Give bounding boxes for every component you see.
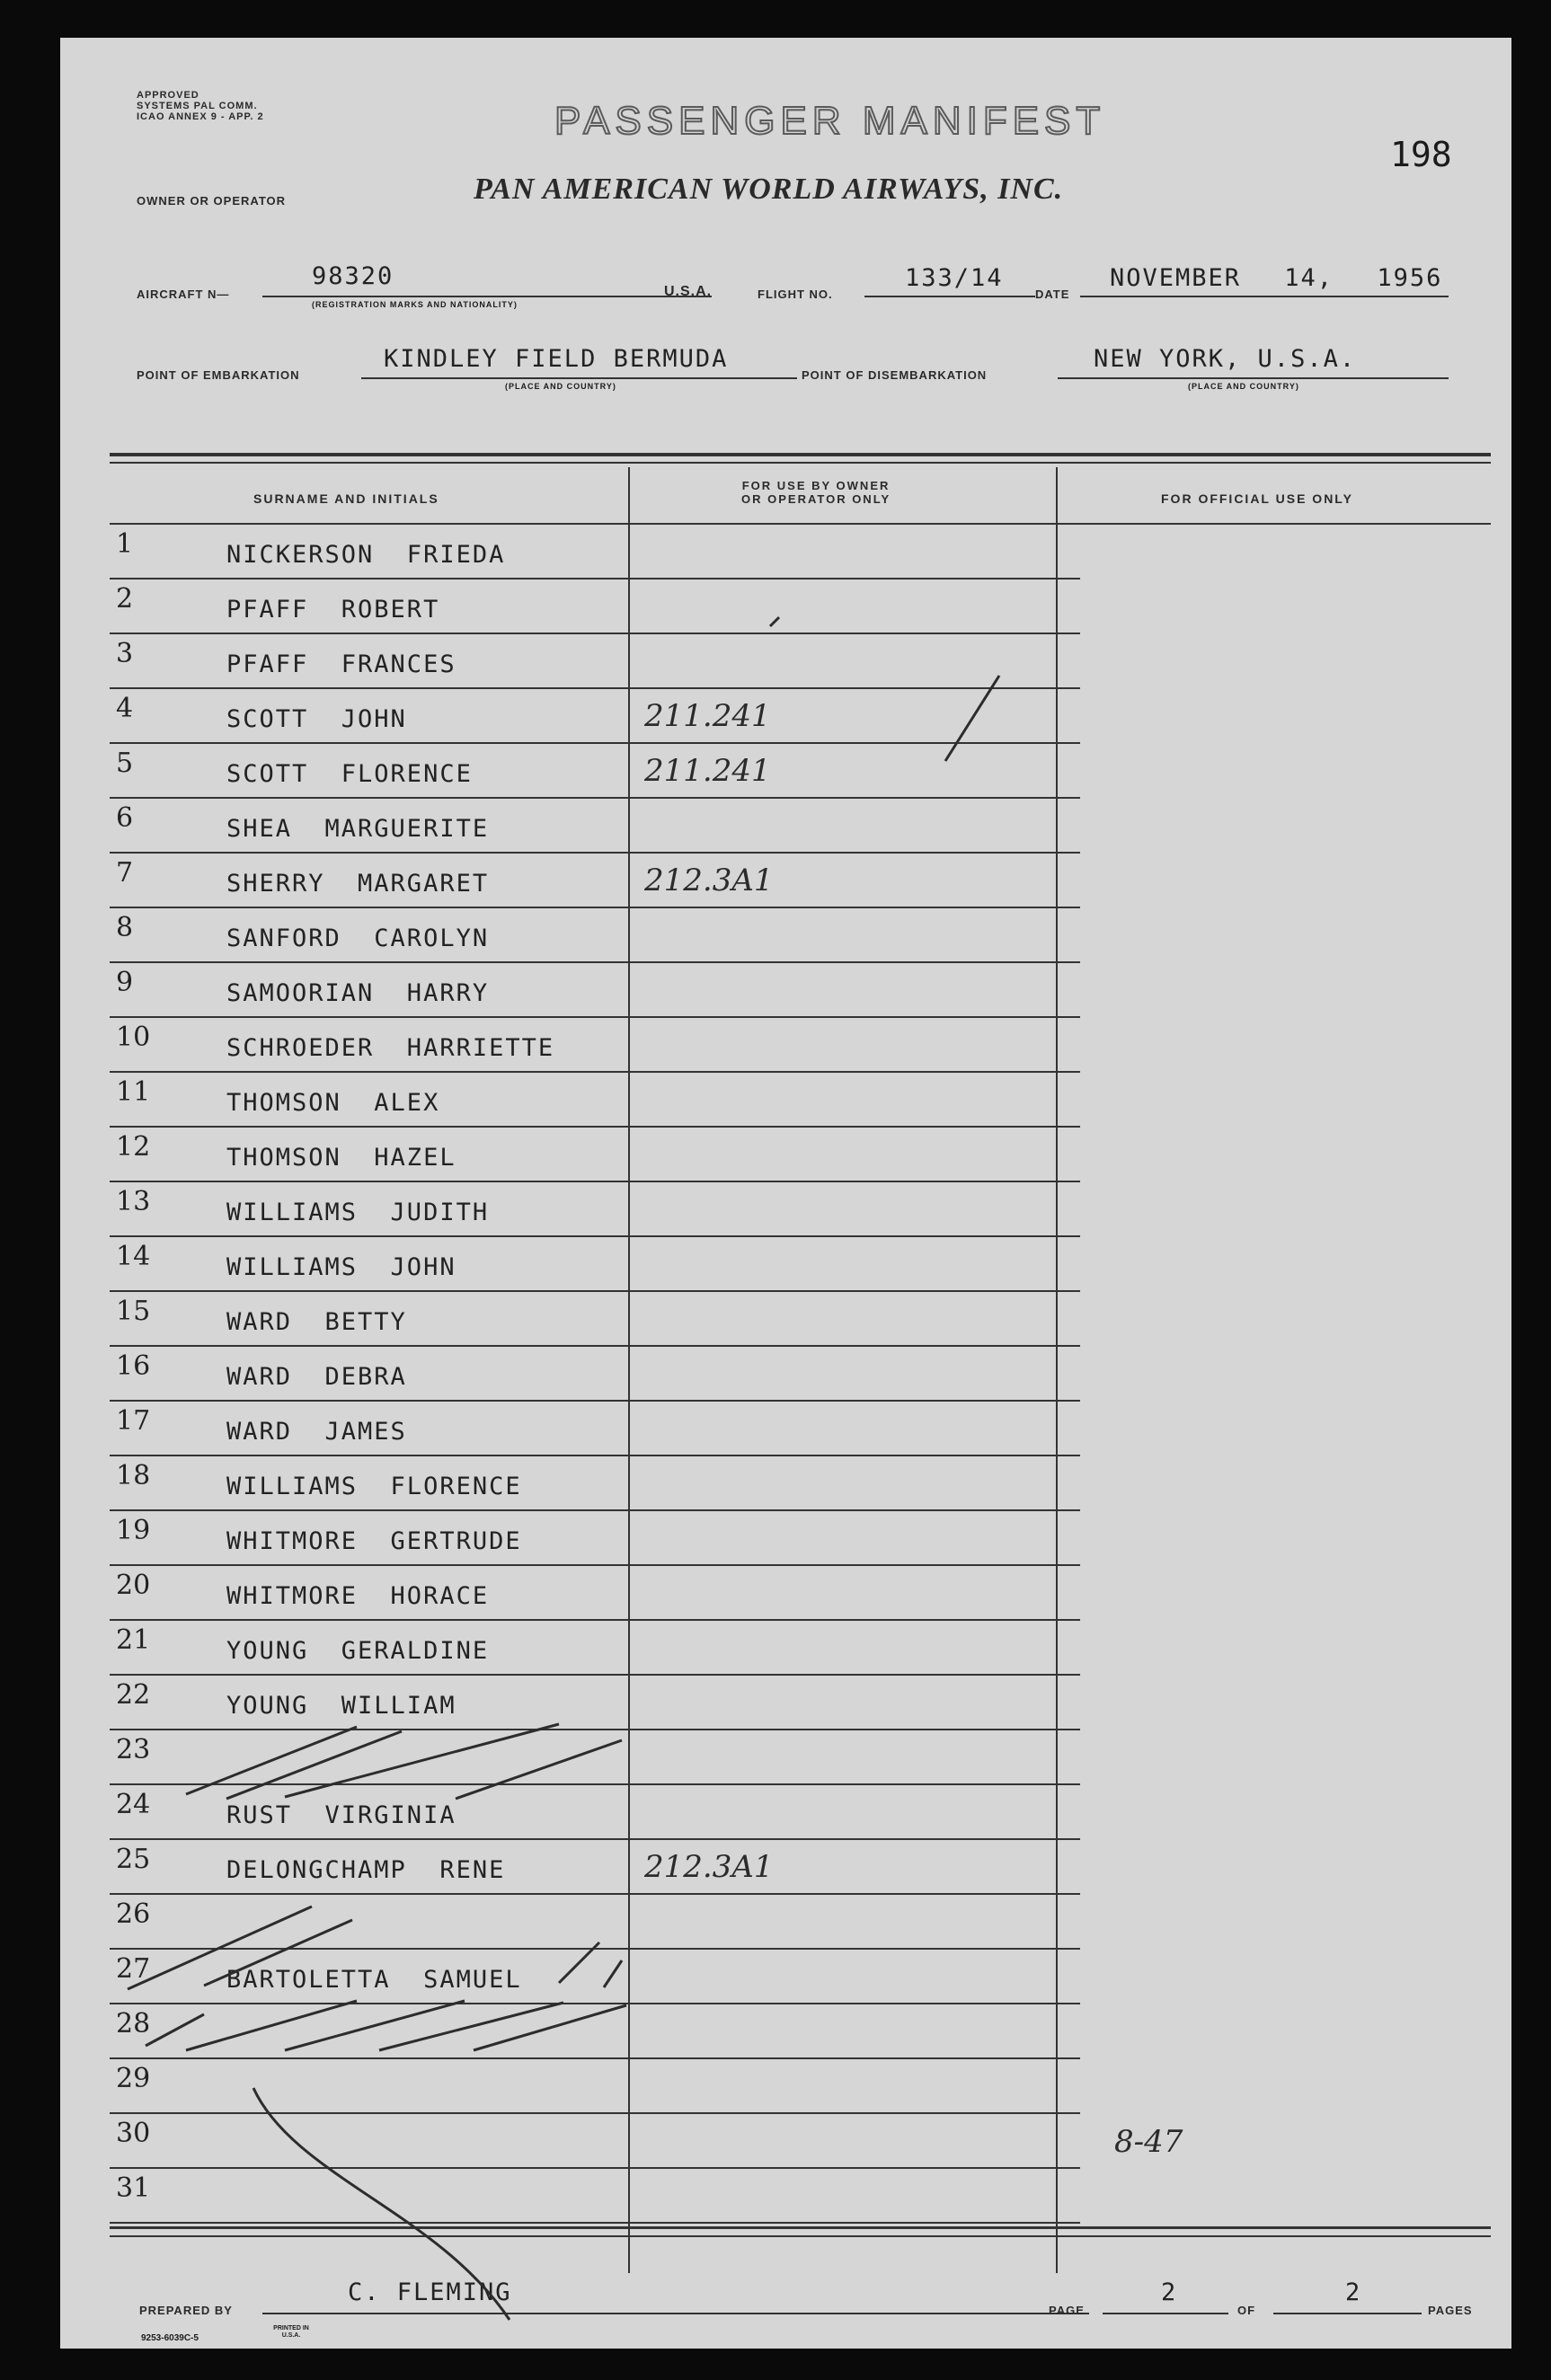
passenger-name: BARTOLETTA SAMUEL [226, 1966, 522, 1994]
row-number: 5 [116, 748, 134, 779]
of-value: 2 [1345, 2278, 1362, 2306]
embark-label: POINT OF EMBARKATION [137, 368, 300, 382]
usa-label: U.S.A. [664, 284, 713, 299]
hand-strokes [60, 38, 1511, 2349]
row-number: 10 [116, 1022, 151, 1053]
manifest-sheet [60, 38, 1511, 2349]
approval-line: SYSTEMS PAL COMM. [137, 101, 258, 111]
official-note: 8-47 [1114, 2124, 1183, 2160]
passenger-name: RUST VIRGINIA [226, 1801, 456, 1829]
passenger-name: WARD BETTY [226, 1308, 407, 1336]
passenger-name: DELONGCHAMP RENE [226, 1856, 506, 1884]
row-number: 3 [116, 638, 134, 669]
row-number: 21 [116, 1624, 151, 1656]
row-number: 7 [116, 857, 134, 889]
passenger-name: WILLIAMS JUDITH [226, 1199, 490, 1226]
passenger-name: PFAFF ROBERT [226, 596, 440, 624]
row-number: 2 [116, 583, 134, 615]
of-label: OF [1237, 2304, 1256, 2317]
passenger-name: WARD JAMES [226, 1418, 407, 1446]
row-number: 26 [116, 1898, 151, 1930]
row-number: 15 [116, 1296, 151, 1327]
row-number: 29 [116, 2063, 151, 2094]
owner-note: 212.3A1 [644, 863, 774, 898]
pages-label: PAGES [1428, 2304, 1473, 2317]
registration-sub: (REGISTRATION MARKS AND NATIONALITY) [312, 300, 518, 309]
row-number: 12 [116, 1131, 151, 1163]
passenger-name: THOMSON ALEX [226, 1089, 440, 1117]
passenger-name: PFAFF FRANCES [226, 650, 456, 678]
disembark-value: NEW YORK, U.S.A. [1094, 345, 1357, 373]
row-number: 18 [116, 1460, 151, 1491]
row-number: 28 [116, 2008, 151, 2039]
passenger-name: SAMOORIAN HARRY [226, 979, 490, 1007]
row-number: 14 [116, 1241, 151, 1272]
owner-note: 211.241 [644, 698, 771, 734]
owner-value: PAN AMERICAN WORLD AIRWAYS, INC. [474, 173, 1064, 206]
form-title: PASSENGER MANIFEST [554, 99, 1106, 143]
passenger-name: SHERRY MARGARET [226, 870, 490, 898]
aircraft-label: AIRCRAFT N— [137, 288, 230, 301]
passenger-name: SCOTT FLORENCE [226, 760, 473, 788]
row-number: 25 [116, 1844, 151, 1875]
prepared-value: C. FLEMING [348, 2278, 512, 2306]
row-number: 19 [116, 1515, 151, 1546]
row-number: 30 [116, 2118, 151, 2149]
passenger-name: SCOTT JOHN [226, 705, 407, 733]
row-number: 17 [116, 1405, 151, 1437]
page-stamp: 198 [1390, 135, 1452, 174]
owner-note: 211.241 [644, 753, 771, 789]
row-number: 23 [116, 1734, 151, 1765]
page-value: 2 [1161, 2278, 1178, 2306]
passenger-name: WHITMORE HORACE [226, 1582, 490, 1610]
date-label: DATE [1035, 288, 1070, 301]
row-number: 20 [116, 1570, 151, 1601]
column-header-line: FOR USE BY OWNER [741, 479, 891, 492]
owner-note: 212.3A1 [644, 1849, 774, 1885]
column-header-line: OR OPERATOR ONLY [741, 492, 891, 506]
row-number: 1 [116, 528, 134, 560]
row-number: 24 [116, 1789, 151, 1820]
prepared-label: PREPARED BY [139, 2304, 233, 2317]
form-number: 9253-6039C-5 [141, 2333, 199, 2343]
flight-label: FLIGHT NO. [758, 288, 833, 301]
passenger-name: WHITMORE GERTRUDE [226, 1527, 522, 1555]
passenger-name: WILLIAMS FLORENCE [226, 1473, 522, 1500]
passenger-name: THOMSON HAZEL [226, 1144, 456, 1172]
passenger-name: SANFORD CAROLYN [226, 925, 490, 952]
column-header-surname: SURNAME AND INITIALS [253, 491, 439, 506]
place-sub: (PLACE AND COUNTRY) [505, 382, 616, 391]
owner-label: OWNER OR OPERATOR [137, 194, 287, 208]
row-number: 13 [116, 1186, 151, 1217]
date-value: NOVEMBER 14, 1956 [1110, 264, 1443, 292]
row-number: 22 [116, 1679, 151, 1711]
row-number: 31 [116, 2172, 151, 2204]
row-number: 27 [116, 1953, 151, 1985]
approval-line: APPROVED [137, 90, 199, 101]
passenger-name: NICKERSON FRIEDA [226, 541, 506, 569]
passenger-name: WARD DEBRA [226, 1363, 407, 1391]
row-number: 11 [116, 1076, 151, 1108]
disembark-label: POINT OF DISEMBARKATION [802, 368, 988, 382]
column-header-official: FOR OFFICIAL USE ONLY [1161, 491, 1353, 506]
passenger-name: YOUNG GERALDINE [226, 1637, 490, 1665]
row-number: 6 [116, 802, 134, 834]
passenger-name: SCHROEDER HARRIETTE [226, 1034, 555, 1062]
flight-value: 133/14 [905, 264, 1004, 292]
page-label: PAGE [1049, 2304, 1085, 2317]
printed-stamp: PRINTED IN U.S.A. [273, 2325, 309, 2339]
place-sub: (PLACE AND COUNTRY) [1188, 382, 1299, 391]
row-number: 8 [116, 912, 134, 943]
row-number: 16 [116, 1350, 151, 1382]
embark-value: KINDLEY FIELD BERMUDA [384, 345, 729, 373]
passenger-name: WILLIAMS JOHN [226, 1253, 456, 1281]
approval-line: ICAO ANNEX 9 - APP. 2 [137, 111, 264, 122]
passenger-name: YOUNG WILLIAM [226, 1692, 456, 1720]
aircraft-value: 98320 [312, 262, 394, 290]
row-number: 4 [116, 693, 134, 724]
passenger-name: SHEA MARGUERITE [226, 815, 490, 843]
row-number: 9 [116, 967, 134, 998]
